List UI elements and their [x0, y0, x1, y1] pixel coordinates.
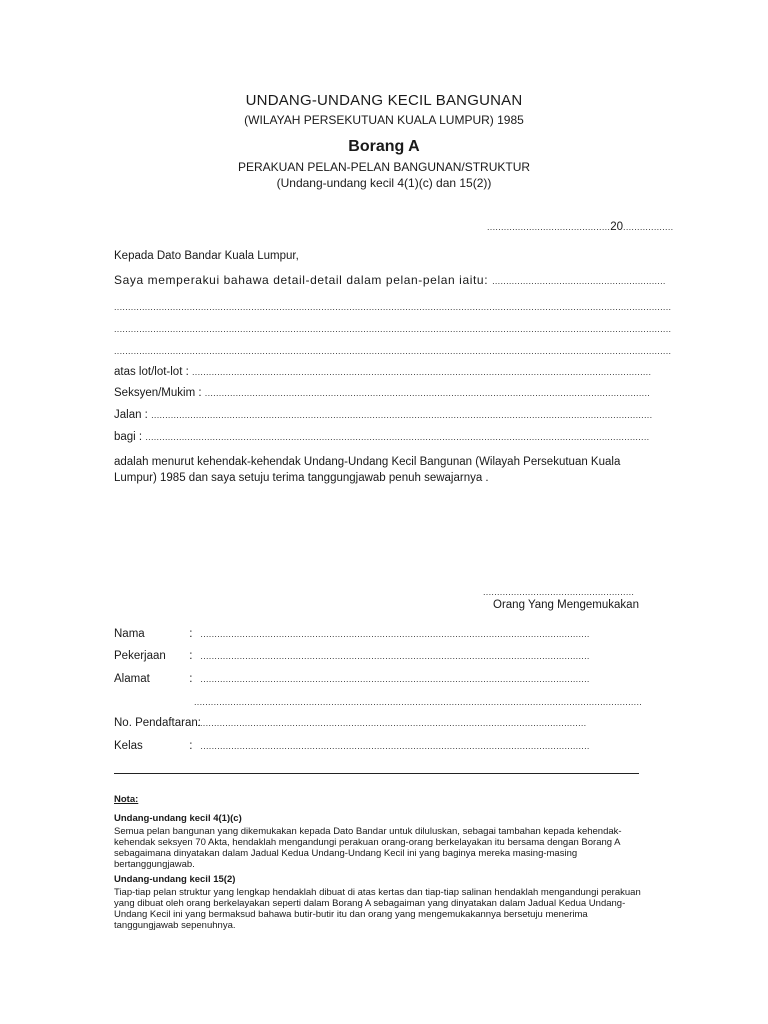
declaration-intro: Saya memperakui bahawa detail-detail dalam pelan-pelan iaitu: [114, 273, 489, 287]
declaration-blank-line-2[interactable]: ....................................................................................................................................................................................................... [114, 324, 672, 334]
signature-label: Orang Yang Mengemukakan [493, 599, 639, 611]
field-bagi-label: bagi : [114, 431, 143, 443]
applicant-kelas-label: Kelas [114, 740, 143, 752]
notes-title: Nota: [114, 794, 139, 805]
field-bagi-dots: .................................................................................................................................................................................... [145, 432, 650, 442]
applicant-pendaftaran-label: No. Pendaftaran: [114, 717, 201, 729]
note-1-heading: Undang-undang kecil 4(1)(c) [114, 813, 242, 824]
field-lot-dots: .................................................................................................................................................................... [192, 367, 652, 377]
addressee: Kepada Dato Bandar Kuala Lumpur, [114, 250, 299, 262]
declaration-blank-line-3[interactable]: ....................................................................................................................................................................................................... [114, 346, 672, 356]
form-description: PERAKUAN PELAN-PELAN BANGUNAN/STRUKTUR [237, 160, 531, 174]
field-seksyen-label: Seksyen/Mukim : [114, 387, 202, 399]
applicant-kelas-dots: ........................................................................................................................................... [200, 741, 590, 751]
date-line[interactable] [487, 221, 673, 233]
declaration-blank-line-1[interactable]: ....................................................................................................................................................................................................... [114, 302, 672, 312]
field-seksyen-mukim[interactable] [114, 387, 650, 399]
signature-line[interactable]: ...................................................... [483, 587, 635, 597]
applicant-pendaftaran-dots: ........................................................................................................................................... [197, 718, 587, 728]
applicant-pekerjaan-dots: ........................................................................................................................................... [200, 651, 590, 661]
field-lot-label: atas lot/lot-lot : [114, 366, 189, 378]
date-year-dots: .................. [623, 222, 674, 232]
applicant-field-no-pendaftaran[interactable] [114, 717, 644, 729]
date-year-prefix: 20 [610, 221, 624, 233]
declaration-body-text: adalah menurut kehendak-kehendak Undang-Undang Kecil Bangunan (Wilayah Persekutuan Kuala Lumpur) 1985 dan saya setuju terima tanggungjawab penuh sewajarnya . [114, 456, 621, 484]
applicant-kelas-colon: : [189, 740, 193, 752]
declaration-line [114, 273, 666, 287]
applicant-alamat-label: Alamat [114, 673, 150, 685]
applicant-field-alamat-line-2[interactable] [194, 696, 642, 708]
field-bagi[interactable] [114, 431, 649, 443]
form-reference: (Undang-undang kecil 4(1)(c) dan 15(2)) [276, 176, 492, 190]
declaration-intro-dots[interactable]: .............................................................. [492, 276, 666, 286]
section-divider [114, 773, 639, 774]
form-name: Borang A [348, 138, 420, 155]
field-lot[interactable] [114, 366, 651, 378]
field-seksyen-dots: ............................................................................................................................................................... [204, 388, 651, 398]
document-title: UNDANG-UNDANG KECIL BANGUNAN [245, 92, 523, 109]
applicant-alamat2-dots: ................................................................................................................................................................ [194, 697, 643, 707]
note-2-heading: Undang-undang kecil 15(2) [114, 874, 236, 885]
applicant-alamat-dots: ........................................................................................................................................... [200, 674, 590, 684]
field-jalan-dots: ................................................................................................................................................................................... [151, 410, 653, 420]
applicant-pekerjaan-colon: : [189, 650, 193, 662]
document-subtitle: (WILAYAH PERSEKUTUAN KUALA LUMPUR) 1985 [244, 113, 524, 127]
applicant-nama-colon: : [189, 628, 193, 640]
field-jalan[interactable] [114, 409, 652, 421]
applicant-field-nama[interactable] [114, 628, 644, 640]
field-jalan-label: Jalan : [114, 409, 148, 421]
note-2-text: Tiap-tiap pelan struktur yang lengkap hendaklah dibuat di atas kertas dan tiap-tiap salinan hendaklah mengandungi perakuan yang dibuat oleh orang berkelayakan seperti dalam Borang A sebagaiman yang dinyatakan dalam Jadual Kedua Undang-Undang Kecil ini yang bermaksud bahawa butir-butir itu dan orang yang mengemukakannya bersetuju menerima tanggungjawab sepenuhnya. [114, 887, 641, 931]
applicant-nama-dots: ........................................................................................................................................... [200, 629, 590, 639]
applicant-field-alamat[interactable] [114, 673, 644, 685]
date-day-month-dots: ............................................ [487, 222, 611, 232]
note-1-text: Semua pelan bangunan yang dikemukakan kepada Dato Bandar untuk diluluskan, sebagai tambahan kepada kehendak-kehendak seksyen 70 Akta, hendaklah mengandungi perakuan orang-orang berkelayakan itu bersama dengan Borang A sebagaimana dinyatakan dalam Jadual Kedua Undang-Undang Kecil ini yang baginya mereka masing-masing bertanggungjawab. [114, 826, 622, 870]
applicant-nama-label: Nama [114, 628, 145, 640]
applicant-field-pekerjaan[interactable] [114, 650, 644, 662]
applicant-field-kelas[interactable] [114, 740, 644, 752]
applicant-pekerjaan-label: Pekerjaan [114, 650, 166, 662]
applicant-alamat-colon: : [189, 673, 193, 685]
